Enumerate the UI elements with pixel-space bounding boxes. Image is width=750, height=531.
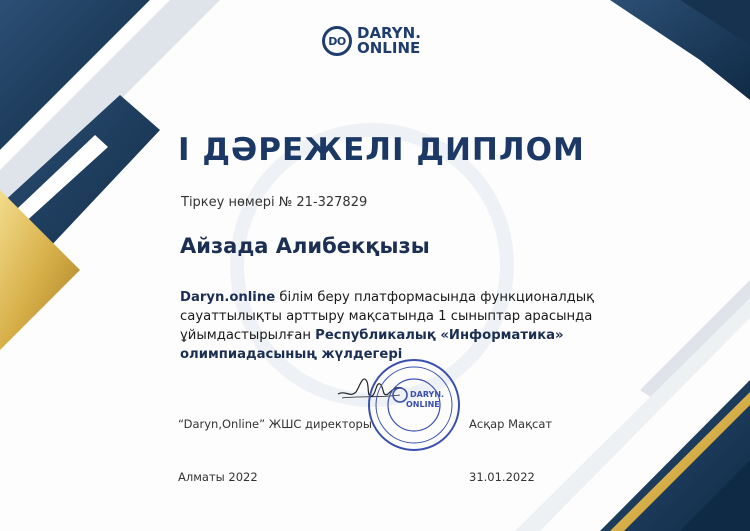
- signatory-title: “Daryn,Online” ЖШС директоры: [178, 417, 372, 431]
- stamp-line1: DARYN.: [410, 390, 445, 399]
- daryn-online-logo: [322, 26, 421, 56]
- logo-line1: DARYN.: [357, 24, 421, 42]
- signatory-name: Асқар Мақсат: [469, 417, 553, 431]
- diploma-body-text: [180, 288, 640, 364]
- logo-wordmark: [357, 26, 421, 56]
- body-text: білім беру платформасында функционалдық сауаттылықты арттыру мақсатында 1 сыныптар арасында ұйымдастырылған: [180, 290, 595, 343]
- stamp-line2: ONLINE: [406, 400, 440, 409]
- body-brand: Daryn.online: [180, 290, 276, 305]
- logo-icon-text: DO: [328, 34, 346, 48]
- official-stamp: [366, 357, 462, 453]
- issue-date: 31.01.2022: [469, 470, 535, 484]
- logo-icon: [322, 26, 352, 56]
- diploma-title: I ДӘРЕЖЕЛІ ДИПЛОМ: [178, 132, 585, 168]
- recipient-name: Айзада Алибекқызы: [180, 234, 430, 258]
- city-year: Алматы 2022: [178, 470, 258, 484]
- logo-line2: ONLINE: [357, 39, 421, 57]
- body-highlight: Республикалық «Информатика» олимпиадасының жүлдегері: [180, 328, 564, 362]
- registration-number: Тіркеу нөмері № 21-327829: [181, 195, 368, 210]
